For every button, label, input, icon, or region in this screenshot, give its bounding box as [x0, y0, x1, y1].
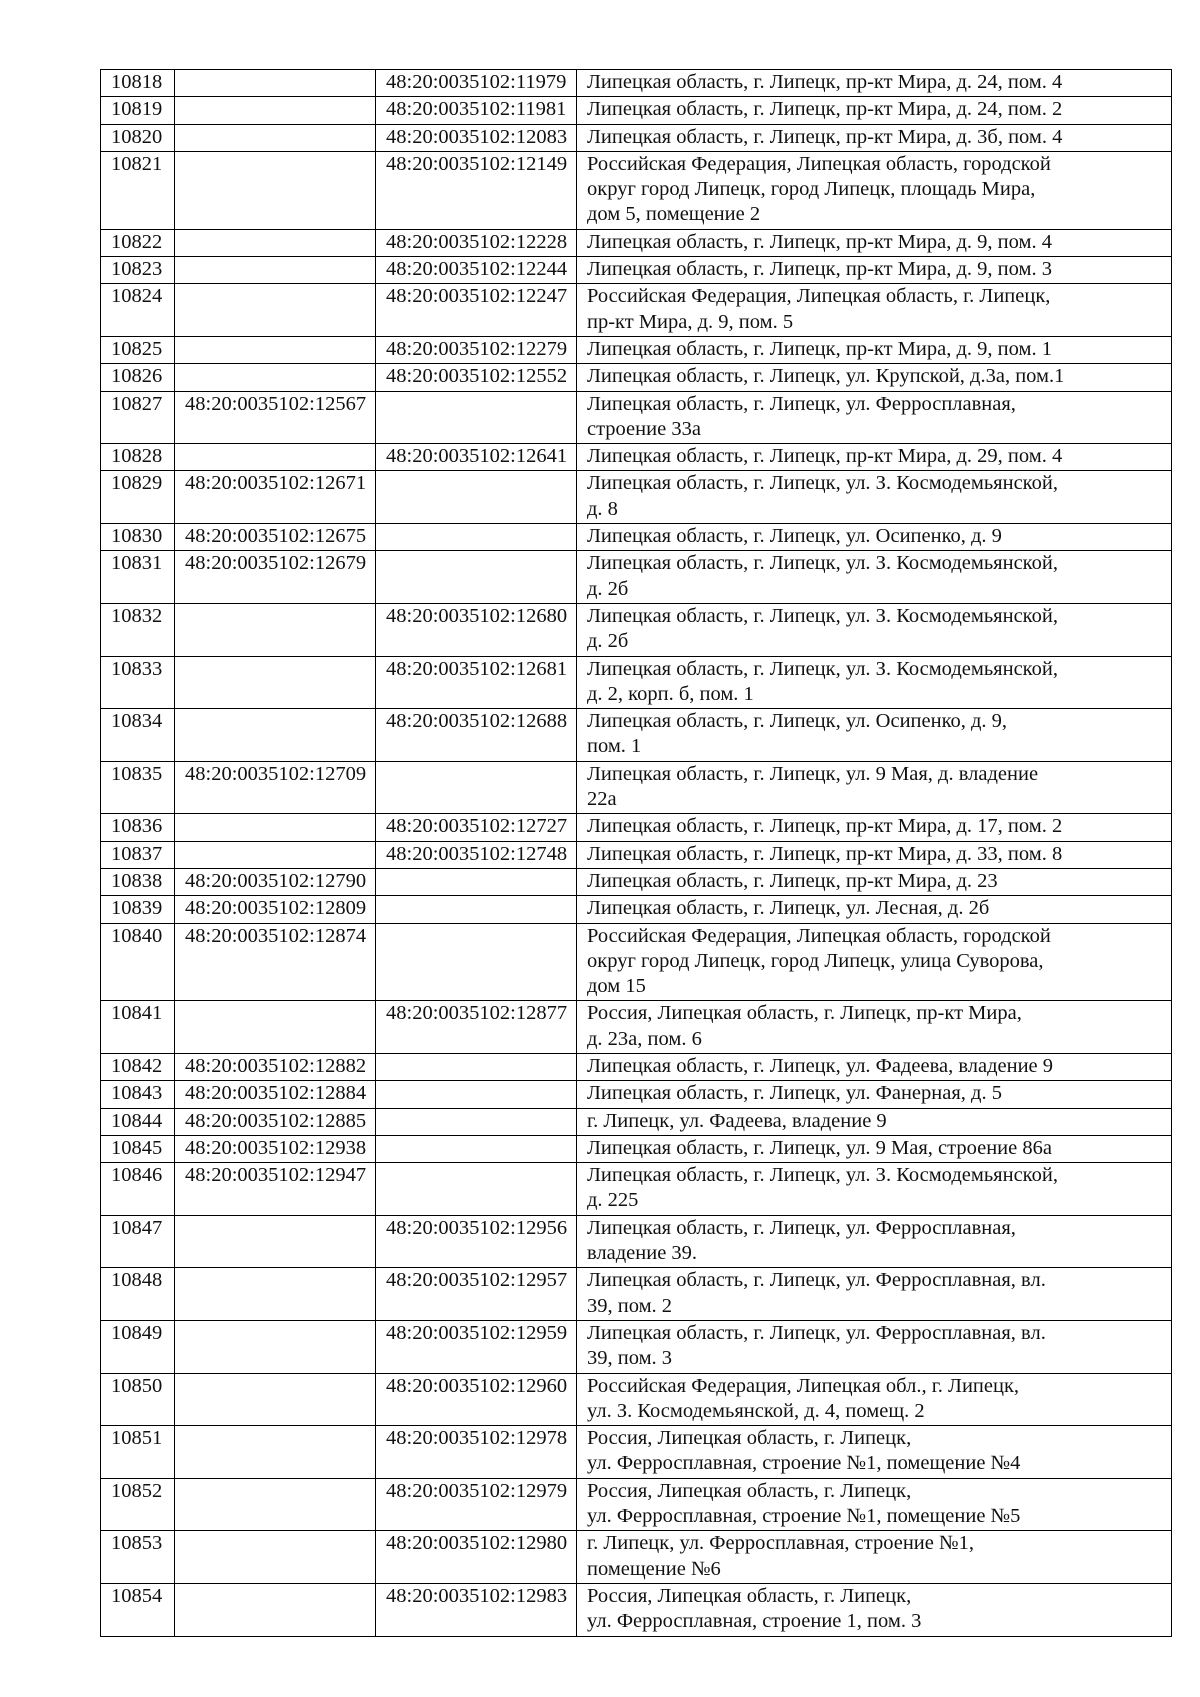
row-number-cell: 10850 [101, 1373, 175, 1426]
row-number-cell: 10840 [101, 923, 175, 1001]
address-cell: Липецкая область, г. Липецк, ул. 9 Мая, строение 86а [577, 1135, 1172, 1162]
land-cadastral-number-cell [175, 1001, 376, 1054]
address-cell: Липецкая область, г. Липецк, ул. Ферросплавная, вл. 39, пом. 2 [577, 1268, 1172, 1321]
premises-cadastral-number-cell: 48:20:0035102:11979 [376, 70, 577, 97]
table-row [101, 1053, 1172, 1080]
table-row [101, 364, 1172, 391]
land-cadastral-number-cell [175, 603, 376, 656]
premises-cadastral-number-cell: 48:20:0035102:12877 [376, 1001, 577, 1054]
row-number-cell: 10839 [101, 896, 175, 923]
premises-cadastral-number-cell: 48:20:0035102:12960 [376, 1373, 577, 1426]
premises-cadastral-number-cell [376, 1163, 577, 1216]
land-cadastral-number-cell [175, 656, 376, 709]
premises-cadastral-number-cell [376, 551, 577, 604]
row-number-cell: 10830 [101, 524, 175, 551]
table-row [101, 709, 1172, 762]
row-number-cell: 10854 [101, 1583, 175, 1636]
land-cadastral-number-cell [175, 124, 376, 151]
premises-cadastral-number-cell: 48:20:0035102:12681 [376, 656, 577, 709]
table-row [101, 841, 1172, 868]
table-row [101, 524, 1172, 551]
table-row [101, 896, 1172, 923]
premises-cadastral-number-cell: 48:20:0035102:12244 [376, 257, 577, 284]
premises-cadastral-number-cell: 48:20:0035102:12959 [376, 1320, 577, 1373]
land-cadastral-number-cell: 48:20:0035102:12874 [175, 923, 376, 1001]
row-number-cell: 10831 [101, 551, 175, 604]
table-row [101, 1268, 1172, 1321]
premises-cadastral-number-cell [376, 868, 577, 895]
premises-cadastral-number-cell: 48:20:0035102:11981 [376, 97, 577, 124]
land-cadastral-number-cell [175, 1373, 376, 1426]
land-cadastral-number-cell: 48:20:0035102:12675 [175, 524, 376, 551]
row-number-cell: 10826 [101, 364, 175, 391]
row-number-cell: 10841 [101, 1001, 175, 1054]
address-cell: Липецкая область, г. Липецк, пр-кт Мира, д. 9, пом. 4 [577, 229, 1172, 256]
row-number-cell: 10837 [101, 841, 175, 868]
land-cadastral-number-cell: 48:20:0035102:12567 [175, 391, 376, 444]
address-cell: Российская Федерация, Липецкая обл., г. Липецк, ул. З. Космодемьянской, д. 4, помещ. 2 [577, 1373, 1172, 1426]
land-cadastral-number-cell [175, 151, 376, 229]
premises-cadastral-number-cell [376, 1108, 577, 1135]
table-row [101, 97, 1172, 124]
address-cell: Липецкая область, г. Липецк, ул. Ферросплавная, владение 39. [577, 1215, 1172, 1268]
land-cadastral-number-cell [175, 364, 376, 391]
land-cadastral-number-cell [175, 229, 376, 256]
address-cell: г. Липецк, ул. Ферросплавная, строение №1, помещение №6 [577, 1531, 1172, 1584]
table-row [101, 1373, 1172, 1426]
address-cell: Липецкая область, г. Липецк, пр-кт Мира, д. 24, пом. 4 [577, 70, 1172, 97]
premises-cadastral-number-cell [376, 391, 577, 444]
table-row [101, 868, 1172, 895]
row-number-cell: 10834 [101, 709, 175, 762]
premises-cadastral-number-cell [376, 761, 577, 814]
address-cell: Липецкая область, г. Липецк, ул. Фадеева, владение 9 [577, 1053, 1172, 1080]
premises-cadastral-number-cell: 48:20:0035102:12979 [376, 1478, 577, 1531]
row-number-cell: 10846 [101, 1163, 175, 1216]
premises-cadastral-number-cell: 48:20:0035102:12978 [376, 1426, 577, 1479]
land-cadastral-number-cell [175, 70, 376, 97]
address-cell: Российская Федерация, Липецкая область, г. Липецк, пр-кт Мира, д. 9, пом. 5 [577, 284, 1172, 337]
land-cadastral-number-cell [175, 257, 376, 284]
row-number-cell: 10836 [101, 814, 175, 841]
premises-cadastral-number-cell: 48:20:0035102:12083 [376, 124, 577, 151]
table-row [101, 1215, 1172, 1268]
table-row [101, 151, 1172, 229]
row-number-cell: 10845 [101, 1135, 175, 1162]
land-cadastral-number-cell [175, 1426, 376, 1479]
land-cadastral-number-cell [175, 709, 376, 762]
land-cadastral-number-cell: 48:20:0035102:12671 [175, 471, 376, 524]
premises-cadastral-number-cell: 48:20:0035102:12957 [376, 1268, 577, 1321]
address-cell: Липецкая область, г. Липецк, пр-кт Мира, д. 33, пом. 8 [577, 841, 1172, 868]
premises-cadastral-number-cell: 48:20:0035102:12727 [376, 814, 577, 841]
address-cell: Липецкая область, г. Липецк, ул. Фанерная, д. 5 [577, 1081, 1172, 1108]
address-cell: Липецкая область, г. Липецк, ул. Осипенко, д. 9 [577, 524, 1172, 551]
address-cell: г. Липецк, ул. Фадеева, владение 9 [577, 1108, 1172, 1135]
land-cadastral-number-cell: 48:20:0035102:12884 [175, 1081, 376, 1108]
table-row [101, 1081, 1172, 1108]
address-cell: Липецкая область, г. Липецк, ул. З. Космодемьянской, д. 2б [577, 603, 1172, 656]
address-cell: Липецкая область, г. Липецк, ул. З. Космодемьянской, д. 2, корп. б, пом. 1 [577, 656, 1172, 709]
row-number-cell: 10825 [101, 336, 175, 363]
table-row [101, 814, 1172, 841]
premises-cadastral-number-cell [376, 1135, 577, 1162]
land-cadastral-number-cell: 48:20:0035102:12947 [175, 1163, 376, 1216]
table-row [101, 70, 1172, 97]
land-cadastral-number-cell [175, 1268, 376, 1321]
table-row [101, 124, 1172, 151]
table-row [101, 284, 1172, 337]
table-row [101, 1320, 1172, 1373]
land-cadastral-number-cell [175, 814, 376, 841]
table-row [101, 1135, 1172, 1162]
address-cell: Липецкая область, г. Липецк, пр-кт Мира, д. 17, пом. 2 [577, 814, 1172, 841]
table-row [101, 1583, 1172, 1636]
row-number-cell: 10844 [101, 1108, 175, 1135]
address-cell: Липецкая область, г. Липецк, ул. 9 Мая, д. владение 22а [577, 761, 1172, 814]
address-cell: Липецкая область, г. Липецк, пр-кт Мира, д. 24, пом. 2 [577, 97, 1172, 124]
premises-cadastral-number-cell [376, 1081, 577, 1108]
land-cadastral-number-cell: 48:20:0035102:12790 [175, 868, 376, 895]
land-cadastral-number-cell [175, 284, 376, 337]
land-cadastral-number-cell: 48:20:0035102:12679 [175, 551, 376, 604]
table-row [101, 444, 1172, 471]
table-row [101, 603, 1172, 656]
address-cell: Липецкая область, г. Липецк, пр-кт Мира, д. 9, пом. 1 [577, 336, 1172, 363]
row-number-cell: 10833 [101, 656, 175, 709]
table-row [101, 1531, 1172, 1584]
row-number-cell: 10838 [101, 868, 175, 895]
register-table-body [101, 70, 1172, 1637]
land-cadastral-number-cell [175, 97, 376, 124]
address-cell: Липецкая область, г. Липецк, ул. З. Космодемьянской, д. 225 [577, 1163, 1172, 1216]
row-number-cell: 10828 [101, 444, 175, 471]
premises-cadastral-number-cell: 48:20:0035102:12688 [376, 709, 577, 762]
premises-cadastral-number-cell: 48:20:0035102:12983 [376, 1583, 577, 1636]
address-cell: Липецкая область, г. Липецк, пр-кт Мира, д. 3б, пом. 4 [577, 124, 1172, 151]
premises-cadastral-number-cell: 48:20:0035102:12748 [376, 841, 577, 868]
row-number-cell: 10823 [101, 257, 175, 284]
address-cell: Липецкая область, г. Липецк, ул. Ферросплавная, вл. 39, пом. 3 [577, 1320, 1172, 1373]
land-cadastral-number-cell: 48:20:0035102:12709 [175, 761, 376, 814]
premises-cadastral-number-cell: 48:20:0035102:12956 [376, 1215, 577, 1268]
premises-cadastral-number-cell [376, 923, 577, 1001]
table-row [101, 551, 1172, 604]
land-cadastral-number-cell [175, 444, 376, 471]
premises-cadastral-number-cell: 48:20:0035102:12279 [376, 336, 577, 363]
table-row [101, 1108, 1172, 1135]
address-cell: Липецкая область, г. Липецк, ул. З. Космодемьянской, д. 2б [577, 551, 1172, 604]
row-number-cell: 10820 [101, 124, 175, 151]
row-number-cell: 10835 [101, 761, 175, 814]
premises-cadastral-number-cell: 48:20:0035102:12149 [376, 151, 577, 229]
table-row [101, 229, 1172, 256]
address-cell: Липецкая область, г. Липецк, ул. Ферросплавная, строение 33а [577, 391, 1172, 444]
row-number-cell: 10829 [101, 471, 175, 524]
table-row [101, 391, 1172, 444]
land-cadastral-number-cell: 48:20:0035102:12938 [175, 1135, 376, 1162]
premises-cadastral-number-cell [376, 1053, 577, 1080]
land-cadastral-number-cell: 48:20:0035102:12882 [175, 1053, 376, 1080]
address-cell: Российская Федерация, Липецкая область, городской округ город Липецк, город Липецк, площадь Мира, дом 5, помещение 2 [577, 151, 1172, 229]
row-number-cell: 10853 [101, 1531, 175, 1584]
row-number-cell: 10842 [101, 1053, 175, 1080]
address-cell: Липецкая область, г. Липецк, ул. Осипенко, д. 9, пом. 1 [577, 709, 1172, 762]
land-cadastral-number-cell: 48:20:0035102:12809 [175, 896, 376, 923]
table-row [101, 471, 1172, 524]
row-number-cell: 10822 [101, 229, 175, 256]
row-number-cell: 10818 [101, 70, 175, 97]
row-number-cell: 10847 [101, 1215, 175, 1268]
row-number-cell: 10849 [101, 1320, 175, 1373]
table-row [101, 923, 1172, 1001]
land-cadastral-number-cell [175, 1583, 376, 1636]
property-register-table [100, 69, 1172, 1637]
land-cadastral-number-cell [175, 1215, 376, 1268]
address-cell: Россия, Липецкая область, г. Липецк, ул. Ферросплавная, строение №1, помещение №4 [577, 1426, 1172, 1479]
land-cadastral-number-cell [175, 336, 376, 363]
table-row [101, 1426, 1172, 1479]
premises-cadastral-number-cell: 48:20:0035102:12680 [376, 603, 577, 656]
row-number-cell: 10852 [101, 1478, 175, 1531]
row-number-cell: 10819 [101, 97, 175, 124]
address-cell: Липецкая область, г. Липецк, пр-кт Мира, д. 23 [577, 868, 1172, 895]
row-number-cell: 10851 [101, 1426, 175, 1479]
address-cell: Липецкая область, г. Липецк, ул. Лесная, д. 2б [577, 896, 1172, 923]
address-cell: Липецкая область, г. Липецк, пр-кт Мира, д. 29, пом. 4 [577, 444, 1172, 471]
row-number-cell: 10848 [101, 1268, 175, 1321]
land-cadastral-number-cell: 48:20:0035102:12885 [175, 1108, 376, 1135]
address-cell: Липецкая область, г. Липецк, ул. Крупской, д.3а, пом.1 [577, 364, 1172, 391]
premises-cadastral-number-cell: 48:20:0035102:12228 [376, 229, 577, 256]
table-row [101, 656, 1172, 709]
premises-cadastral-number-cell [376, 471, 577, 524]
address-cell: Россия, Липецкая область, г. Липецк, ул. Ферросплавная, строение №1, помещение №5 [577, 1478, 1172, 1531]
address-cell: Россия, Липецкая область, г. Липецк, пр-кт Мира, д. 23а, пом. 6 [577, 1001, 1172, 1054]
address-cell: Липецкая область, г. Липецк, пр-кт Мира, д. 9, пом. 3 [577, 257, 1172, 284]
land-cadastral-number-cell [175, 1531, 376, 1584]
premises-cadastral-number-cell: 48:20:0035102:12980 [376, 1531, 577, 1584]
row-number-cell: 10843 [101, 1081, 175, 1108]
table-row [101, 1478, 1172, 1531]
table-row [101, 1001, 1172, 1054]
land-cadastral-number-cell [175, 841, 376, 868]
table-row [101, 761, 1172, 814]
land-cadastral-number-cell [175, 1320, 376, 1373]
table-row [101, 1163, 1172, 1216]
premises-cadastral-number-cell: 48:20:0035102:12552 [376, 364, 577, 391]
address-cell: Россия, Липецкая область, г. Липецк, ул. Ферросплавная, строение 1, пом. 3 [577, 1583, 1172, 1636]
row-number-cell: 10824 [101, 284, 175, 337]
address-cell: Липецкая область, г. Липецк, ул. З. Космодемьянской, д. 8 [577, 471, 1172, 524]
row-number-cell: 10832 [101, 603, 175, 656]
address-cell: Российская Федерация, Липецкая область, городской округ город Липецк, город Липецк, улица Суворова, дом 15 [577, 923, 1172, 1001]
land-cadastral-number-cell [175, 1478, 376, 1531]
row-number-cell: 10821 [101, 151, 175, 229]
table-row [101, 257, 1172, 284]
table-row [101, 336, 1172, 363]
premises-cadastral-number-cell [376, 896, 577, 923]
premises-cadastral-number-cell [376, 524, 577, 551]
premises-cadastral-number-cell: 48:20:0035102:12247 [376, 284, 577, 337]
premises-cadastral-number-cell: 48:20:0035102:12641 [376, 444, 577, 471]
row-number-cell: 10827 [101, 391, 175, 444]
